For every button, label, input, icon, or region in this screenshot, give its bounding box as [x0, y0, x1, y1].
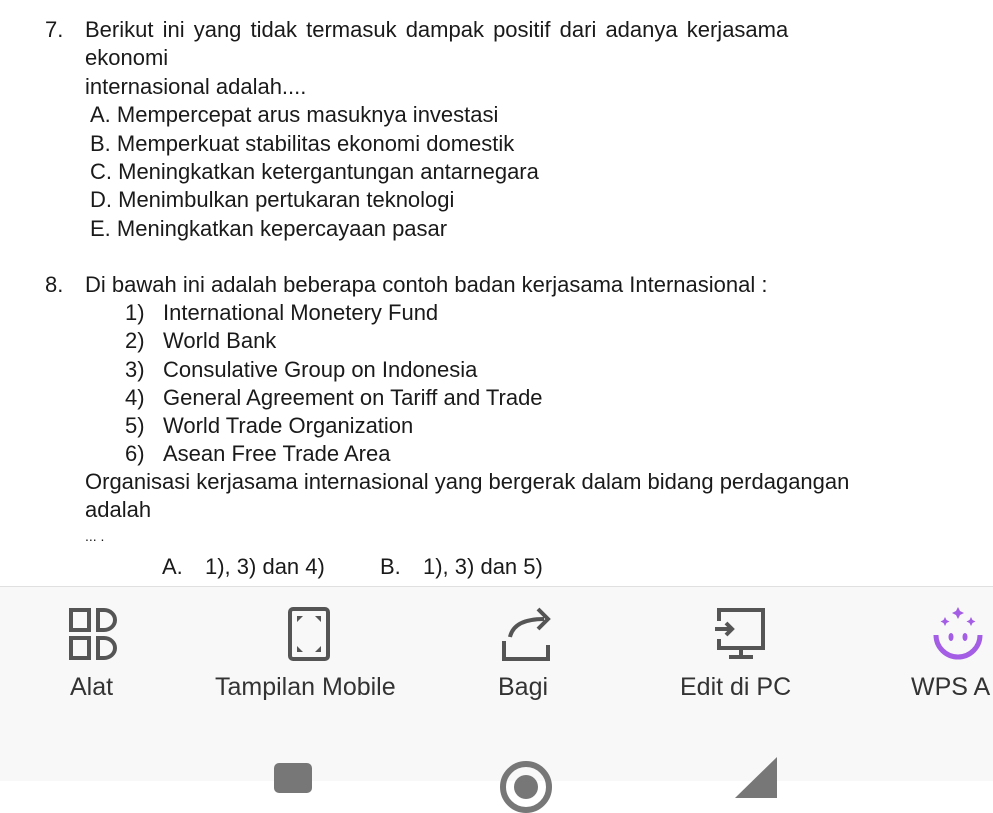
- wps-ai-button[interactable]: [905, 587, 993, 718]
- bottom-toolbar: [0, 586, 993, 718]
- q8-item-number: 3): [125, 357, 145, 382]
- q8-item: Consulative Group on Indonesia: [163, 357, 478, 382]
- q7-number: 7.: [45, 17, 64, 42]
- q8-item-number: 2): [125, 328, 145, 353]
- home-icon: [514, 775, 538, 799]
- q8-text: Di bawah ini adalah beberapa contoh badan kerjasama Internasional :: [85, 272, 768, 297]
- q8-option-b: 1), 3) dan 5): [423, 554, 543, 579]
- q8-number: 8.: [45, 272, 64, 297]
- back-button[interactable]: [735, 757, 780, 798]
- q7-text: internasional adalah....: [85, 74, 307, 99]
- mobile-view-icon: [288, 607, 330, 661]
- share-icon: [500, 607, 554, 663]
- q8-option-b-label: B.: [380, 554, 401, 579]
- q8-item-number: 5): [125, 413, 145, 438]
- q7-option-e: E. Meningkatkan kepercayaan pasar: [90, 216, 448, 241]
- edit-on-pc-icon: [715, 607, 769, 661]
- share-button[interactable]: [480, 587, 580, 718]
- q8-item-number: 1): [125, 300, 145, 325]
- q7-option-d: D. Menimbulkan pertukaran teknologi: [90, 187, 455, 212]
- recent-apps-button[interactable]: [274, 763, 312, 793]
- q8-item: World Trade Organization: [163, 413, 414, 438]
- q8-item-number: 6): [125, 441, 145, 466]
- q8-option-a: 1), 3) dan 4): [205, 554, 325, 579]
- q7-option-c: C. Meningkatkan ketergantungan antarnegara: [90, 159, 539, 184]
- edit-on-pc-button[interactable]: [670, 587, 820, 718]
- mobile-view-label: Tampilan Mobile: [215, 673, 396, 701]
- home-button[interactable]: [500, 761, 552, 813]
- q8-dots: ... .: [85, 528, 105, 544]
- tools-button[interactable]: [40, 587, 150, 718]
- tools-label: Alat: [70, 673, 114, 701]
- tools-icon: [68, 607, 120, 661]
- q8-item-number: 4): [125, 385, 145, 410]
- q8-item: World Bank: [163, 328, 277, 353]
- q8-item: International Monetery Fund: [163, 300, 439, 325]
- q8-item: General Agreement on Tariff and Trade: [163, 385, 543, 410]
- q7-text: Berikut ini yang tidak termasuk dampak positif dari adanya kerjasama: [85, 17, 789, 42]
- wps-ai-label: WPS A: [911, 673, 991, 701]
- q7-option-a: A. Mempercepat arus masuknya investasi: [90, 102, 499, 127]
- system-navigation-bar: [0, 717, 993, 781]
- share-label: Bagi: [498, 673, 549, 701]
- q7-text: ekonomi: [85, 45, 169, 70]
- q7-option-b: B. Memperkuat stabilitas ekonomi domestik: [90, 131, 515, 156]
- q8-question: adalah: [85, 497, 152, 522]
- mobile-view-button[interactable]: [205, 587, 425, 718]
- wps-ai-icon: [931, 607, 985, 661]
- q8-option-a-label: A.: [162, 554, 183, 579]
- q8-item: Asean Free Trade Area: [163, 441, 391, 466]
- q8-question: Organisasi kerjasama internasional yang bergerak dalam bidang perdagangan: [85, 469, 850, 494]
- edit-on-pc-label: Edit di PC: [680, 673, 792, 701]
